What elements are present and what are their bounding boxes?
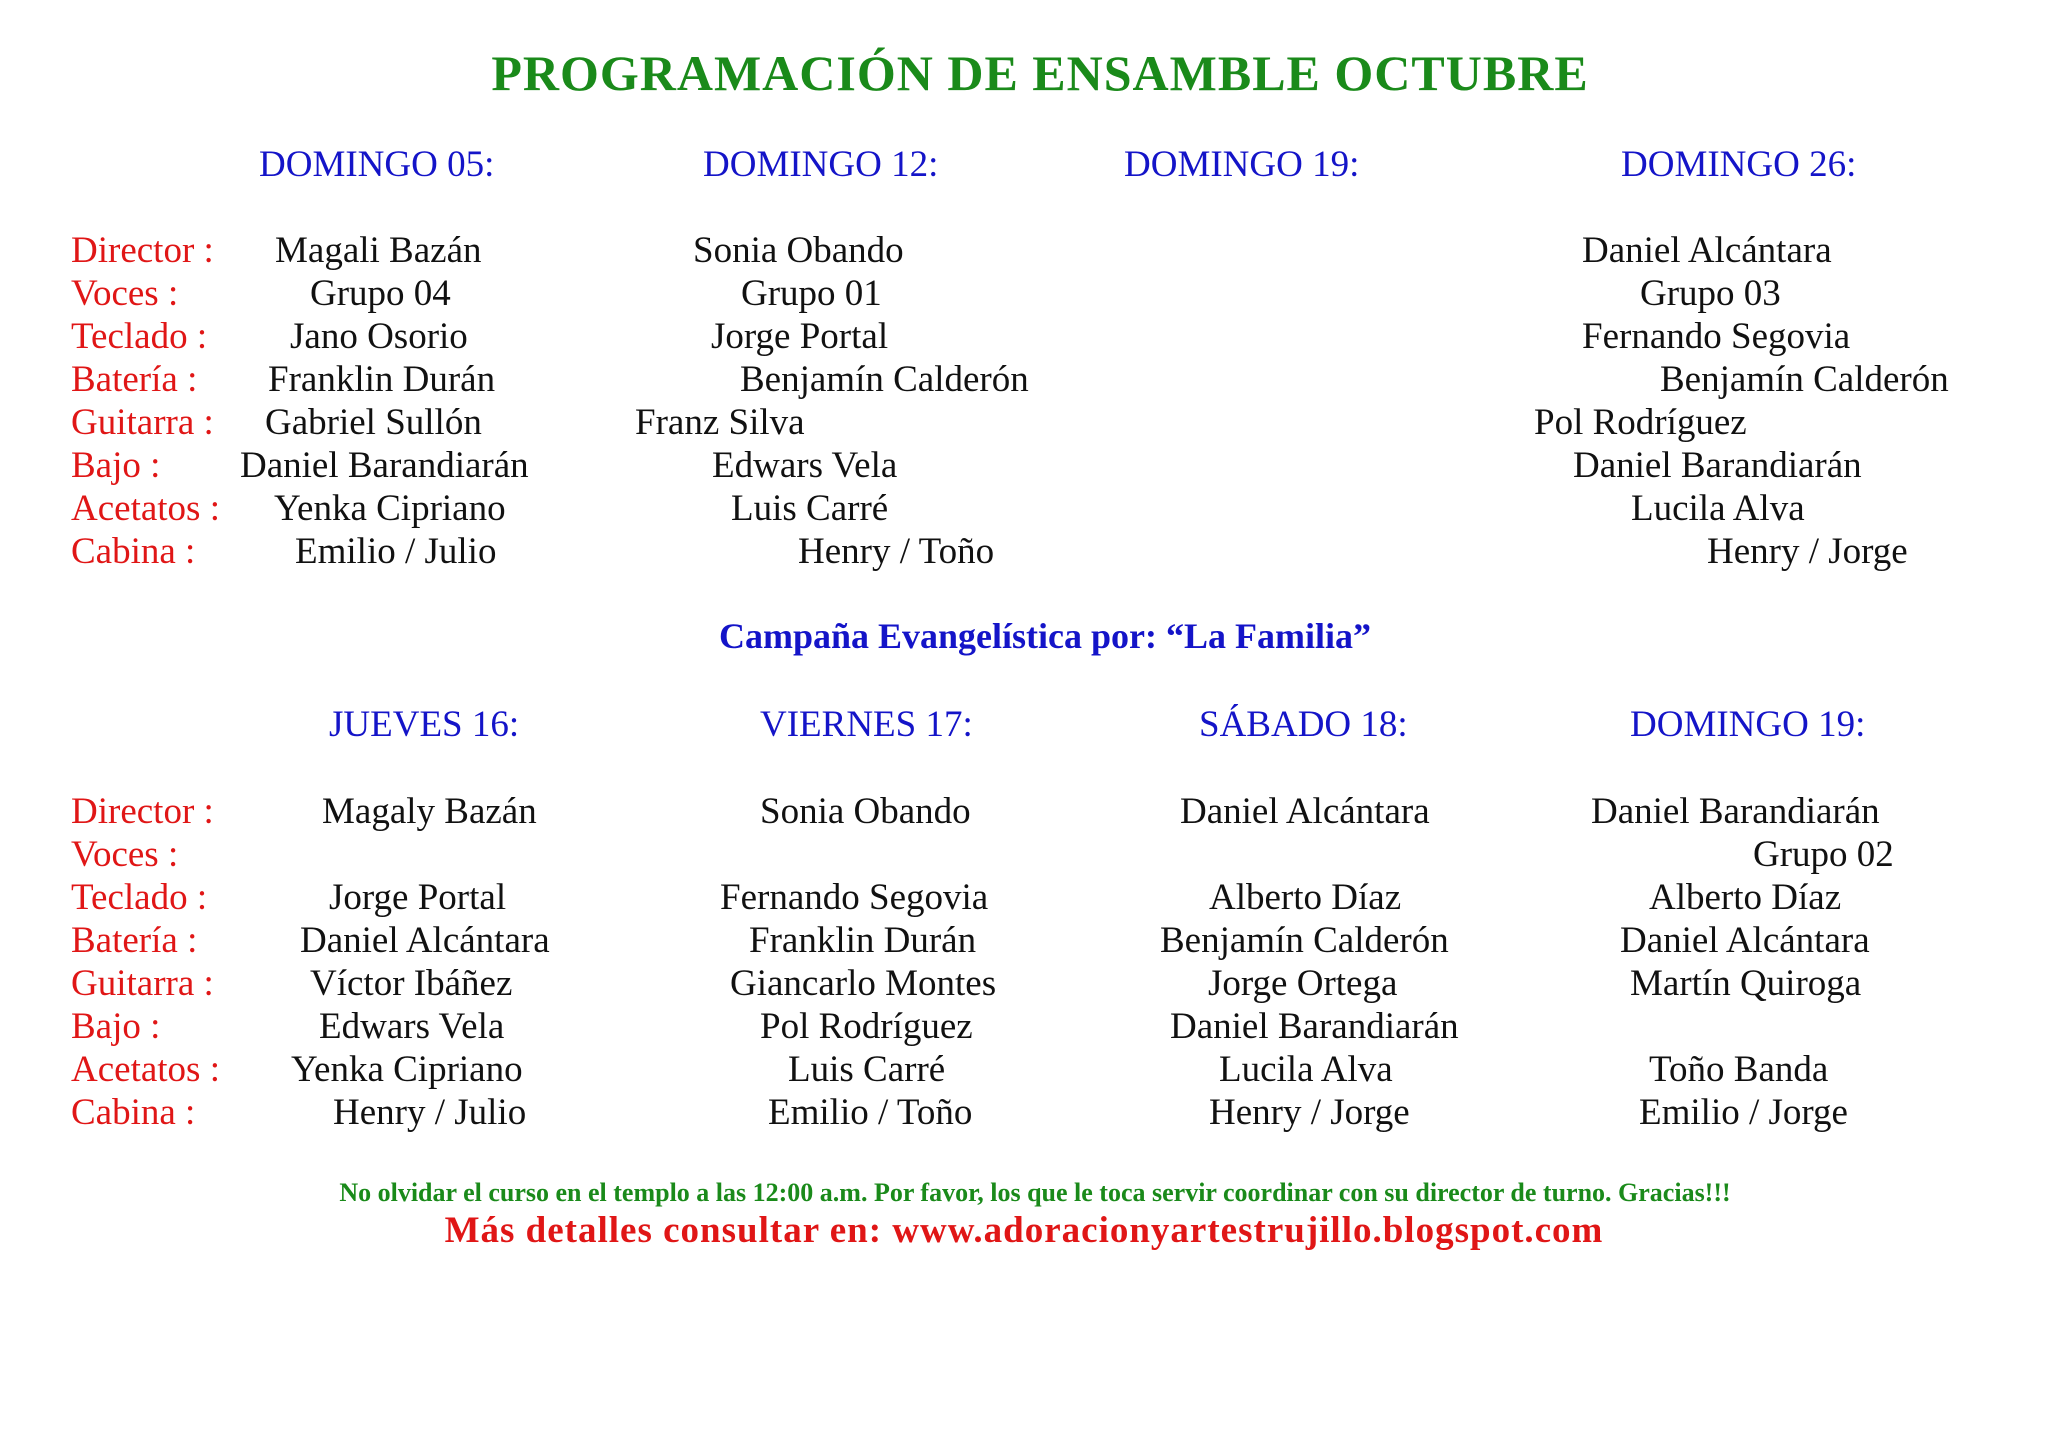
s2-c2-cabina: Emilio / Toño	[768, 1092, 973, 1133]
s1-c1-voces: Grupo 04	[310, 273, 451, 314]
day-header-domingo-05: DOMINGO 05:	[259, 144, 495, 185]
role-voces-2: Voces :	[71, 834, 179, 875]
role-cabina-2: Cabina :	[71, 1092, 196, 1133]
s2-c4-bateria: Daniel Alcántara	[1620, 920, 1870, 961]
s2-c1-guitarra: Víctor Ibáñez	[310, 963, 513, 1004]
page-title: PROGRAMACIÓN DE ENSAMBLE OCTUBRE	[491, 45, 1589, 101]
s2-c4-voces: Grupo 02	[1753, 834, 1894, 875]
s2-c1-teclado: Jorge Portal	[329, 877, 507, 918]
s2-c4-teclado: Alberto Díaz	[1649, 877, 1842, 918]
role-voces: Voces :	[71, 273, 179, 314]
day-header-domingo-12: DOMINGO 12:	[703, 144, 939, 185]
s1-c2-cabina: Henry / Toño	[798, 531, 995, 572]
s1-c4-guitarra: Pol Rodríguez	[1534, 402, 1747, 443]
s1-c4-bajo: Daniel Barandiarán	[1573, 445, 1862, 486]
s2-c1-acetatos: Yenka Cipriano	[291, 1049, 523, 1090]
campaign-heading: Campaña Evangelística por: “La Familia”	[718, 616, 1371, 656]
s1-c4-bateria: Benjamín Calderón	[1660, 359, 1949, 400]
role-teclado: Teclado :	[71, 316, 208, 357]
s2-c4-director: Daniel Barandiarán	[1591, 791, 1880, 832]
s2-c2-acetatos: Luis Carré	[788, 1049, 946, 1090]
day-header-domingo-19-b: DOMINGO 19:	[1630, 704, 1866, 745]
s2-c2-teclado: Fernando Segovia	[720, 877, 989, 918]
role-teclado-2: Teclado :	[71, 877, 208, 918]
s2-c3-guitarra: Jorge Ortega	[1208, 963, 1398, 1004]
s2-c2-guitarra: Giancarlo Montes	[730, 963, 997, 1004]
s1-c1-bajo: Daniel Barandiarán	[240, 445, 529, 486]
role-guitarra-2: Guitarra :	[71, 963, 214, 1004]
s2-c3-bateria: Benjamín Calderón	[1160, 920, 1449, 961]
day-header-viernes-17: VIERNES 17:	[760, 704, 973, 745]
role-guitarra: Guitarra :	[71, 402, 214, 443]
day-header-jueves-16: JUEVES 16:	[329, 704, 520, 745]
s2-c2-bajo: Pol Rodríguez	[760, 1006, 973, 1047]
course-note: No olvidar el curso en el templo a las 12:00 a.m. Por favor, los que le toca servir coordinar con su director de turno. Gracias!!!	[339, 1178, 1731, 1207]
s2-c4-cabina: Emilio / Jorge	[1639, 1092, 1848, 1133]
s1-c1-bateria: Franklin Durán	[268, 359, 496, 400]
s2-c3-teclado: Alberto Díaz	[1209, 877, 1402, 918]
s1-c2-bateria: Benjamín Calderón	[740, 359, 1029, 400]
s1-c2-teclado: Jorge Portal	[711, 316, 889, 357]
more-details-line: Más detalles consultar en: www.adoracionyartestrujillo.blogspot.com	[444, 1210, 1604, 1251]
s2-c3-acetatos: Lucila Alva	[1219, 1049, 1393, 1090]
role-cabina: Cabina :	[71, 531, 196, 572]
s1-c2-acetatos: Luis Carré	[731, 488, 889, 529]
day-header-domingo-19: DOMINGO 19:	[1124, 144, 1360, 185]
s2-c1-bajo: Edwars Vela	[319, 1006, 505, 1047]
s2-c1-director: Magaly Bazán	[322, 791, 537, 832]
s1-c2-guitarra: Franz Silva	[635, 402, 805, 443]
role-director: Director :	[71, 230, 214, 271]
day-header-sabado-18: SÁBADO 18:	[1199, 704, 1408, 745]
s2-c2-director: Sonia Obando	[760, 791, 971, 832]
s1-c1-director: Magali Bazán	[275, 230, 482, 271]
s1-c1-cabina: Emilio / Julio	[295, 531, 497, 572]
s2-c3-bajo: Daniel Barandiarán	[1170, 1006, 1459, 1047]
role-bajo: Bajo :	[71, 445, 161, 486]
s2-c3-cabina: Henry / Jorge	[1209, 1092, 1410, 1133]
s1-c1-acetatos: Yenka Cipriano	[274, 488, 506, 529]
s1-c4-acetatos: Lucila Alva	[1631, 488, 1805, 529]
s2-c2-bateria: Franklin Durán	[749, 920, 977, 961]
s1-c2-bajo: Edwars Vela	[712, 445, 898, 486]
s1-c2-voces: Grupo 01	[741, 273, 882, 314]
day-header-domingo-26: DOMINGO 26:	[1621, 144, 1857, 185]
s2-c4-guitarra: Martín Quiroga	[1630, 963, 1862, 1004]
role-bateria: Batería :	[71, 359, 198, 400]
s1-c4-cabina: Henry / Jorge	[1707, 531, 1908, 572]
s2-c1-cabina: Henry / Julio	[333, 1092, 527, 1133]
role-acetatos-2: Acetatos :	[71, 1049, 220, 1090]
role-director-2: Director :	[71, 791, 214, 832]
s1-c4-director: Daniel Alcántara	[1582, 230, 1832, 271]
role-bajo-2: Bajo :	[71, 1006, 161, 1047]
role-acetatos: Acetatos :	[71, 488, 220, 529]
s1-c2-director: Sonia Obando	[693, 230, 904, 271]
s1-c1-guitarra: Gabriel Sullón	[265, 402, 482, 443]
s2-c1-bateria: Daniel Alcántara	[300, 920, 550, 961]
s1-c4-teclado: Fernando Segovia	[1582, 316, 1851, 357]
s1-c4-voces: Grupo 03	[1640, 273, 1781, 314]
s2-c4-acetatos: Toño Banda	[1649, 1049, 1829, 1090]
s1-c1-teclado: Jano Osorio	[290, 316, 468, 357]
role-bateria-2: Batería :	[71, 920, 198, 961]
s2-c3-director: Daniel Alcántara	[1180, 791, 1430, 832]
